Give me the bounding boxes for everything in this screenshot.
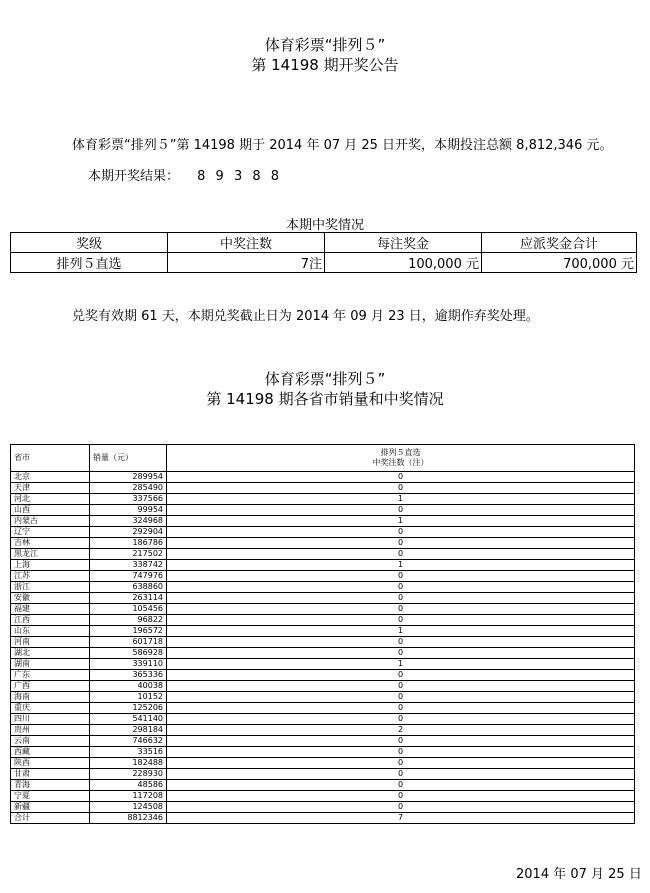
table-row xyxy=(11,571,635,582)
prize-header-per-bet: 每注奖金 xyxy=(325,233,482,253)
amount-cell: 638860 xyxy=(90,582,167,593)
amount-cell: 196572 xyxy=(90,626,167,637)
winners-cell: 0 xyxy=(167,582,635,593)
sales-table xyxy=(10,444,635,824)
amount-cell: 186786 xyxy=(90,538,167,549)
winners-cell: 0 xyxy=(167,802,635,813)
table-row xyxy=(11,692,635,703)
province-cell: 广西 xyxy=(11,681,90,692)
amount-cell: 601718 xyxy=(90,637,167,648)
prize-caption: 本期中奖情况 xyxy=(285,218,364,233)
amount-cell: 228930 xyxy=(90,769,167,780)
table-row xyxy=(11,538,635,549)
sales-header-winners-line1: 排列５直选 xyxy=(380,448,421,457)
draw-result xyxy=(88,165,282,184)
table-row xyxy=(11,615,635,626)
winners-cell: 0 xyxy=(167,681,635,692)
amount-cell: 117208 xyxy=(90,791,167,802)
table-row xyxy=(11,527,635,538)
amount-cell: 217502 xyxy=(90,549,167,560)
prize-row xyxy=(11,253,637,273)
amount-cell: 10152 xyxy=(90,692,167,703)
province-cell: 海南 xyxy=(11,692,90,703)
prize-per-bet: 100,000 元 xyxy=(325,253,482,273)
footer-date: 2014 年 07 月 25 日 xyxy=(516,867,642,882)
draw-result-numbers: 8 9 3 8 8 xyxy=(197,169,283,184)
table-row xyxy=(11,802,635,813)
draw-result-label: 本期开奖结果： xyxy=(88,169,180,184)
table-row xyxy=(11,747,635,758)
winners-cell: 0 xyxy=(167,549,635,560)
province-cell: 北京 xyxy=(11,472,90,483)
province-cell: 贵州 xyxy=(11,725,90,736)
sales-header-amount: 销量（元） xyxy=(90,445,167,472)
table-row xyxy=(11,505,635,516)
province-cell: 合计 xyxy=(11,813,90,824)
table-row xyxy=(11,560,635,571)
amount-cell: 586928 xyxy=(90,648,167,659)
table-row xyxy=(11,813,635,824)
table-row xyxy=(11,681,635,692)
province-cell: 河南 xyxy=(11,637,90,648)
amount-cell: 365336 xyxy=(90,670,167,681)
province-cell: 四川 xyxy=(11,714,90,725)
winners-cell: 0 xyxy=(167,527,635,538)
table-row xyxy=(11,769,635,780)
table-row xyxy=(11,670,635,681)
sales-header-winners-line2: 中奖注数（注） xyxy=(372,458,429,467)
table-row xyxy=(11,703,635,714)
amount-cell: 40038 xyxy=(90,681,167,692)
table-row xyxy=(11,758,635,769)
province-cell: 浙江 xyxy=(11,582,90,593)
province-cell: 江苏 xyxy=(11,571,90,582)
amount-cell: 746632 xyxy=(90,736,167,747)
table-row xyxy=(11,714,635,725)
province-cell: 河北 xyxy=(11,494,90,505)
prize-header-count: 中奖注数 xyxy=(168,233,325,253)
province-cell: 西藏 xyxy=(11,747,90,758)
validity-text: 兑奖有效期 61 天，本期兑奖截止日为 2014 年 09 月 23 日，逾期作弃奖处理。 xyxy=(72,309,539,324)
winners-cell: 0 xyxy=(167,736,635,747)
notice-title-line2: 第 14198 期开奖公告 xyxy=(251,56,399,74)
winners-cell: 1 xyxy=(167,626,635,637)
province-cell: 青海 xyxy=(11,780,90,791)
amount-cell: 182488 xyxy=(90,758,167,769)
province-cell: 云南 xyxy=(11,736,90,747)
table-row xyxy=(11,483,635,494)
province-cell: 福建 xyxy=(11,604,90,615)
table-row xyxy=(11,494,635,505)
amount-cell: 337566 xyxy=(90,494,167,505)
province-cell: 山东 xyxy=(11,626,90,637)
province-cell: 新疆 xyxy=(11,802,90,813)
sales-header-winners xyxy=(167,445,635,472)
amount-cell: 99954 xyxy=(90,505,167,516)
winners-cell: 0 xyxy=(167,758,635,769)
prize-level: 排列５直选 xyxy=(11,253,168,273)
winners-cell: 0 xyxy=(167,472,635,483)
table-row xyxy=(11,472,635,483)
table-row xyxy=(11,516,635,527)
province-cell: 吉林 xyxy=(11,538,90,549)
table-row xyxy=(11,736,635,747)
winners-cell: 1 xyxy=(167,560,635,571)
winners-cell: 0 xyxy=(167,747,635,758)
amount-cell: 33516 xyxy=(90,747,167,758)
winners-cell: 1 xyxy=(167,516,635,527)
province-cell: 陕西 xyxy=(11,758,90,769)
sales-title-line2: 第 14198 期各省市销量和中奖情况 xyxy=(206,390,444,408)
amount-cell: 289954 xyxy=(90,472,167,483)
winners-cell: 7 xyxy=(167,813,635,824)
winners-cell: 0 xyxy=(167,791,635,802)
table-row xyxy=(11,593,635,604)
amount-cell: 96822 xyxy=(90,615,167,626)
prize-total: 700,000 元 xyxy=(482,253,637,273)
province-cell: 上海 xyxy=(11,560,90,571)
winners-cell: 2 xyxy=(167,725,635,736)
province-cell: 宁夏 xyxy=(11,791,90,802)
table-row xyxy=(11,659,635,670)
winners-cell: 0 xyxy=(167,637,635,648)
province-cell: 重庆 xyxy=(11,703,90,714)
sales-header-province: 省市 xyxy=(11,445,90,472)
winners-cell: 0 xyxy=(167,692,635,703)
province-cell: 江西 xyxy=(11,615,90,626)
winners-cell: 0 xyxy=(167,714,635,725)
winners-cell: 0 xyxy=(167,593,635,604)
amount-cell: 298184 xyxy=(90,725,167,736)
amount-cell: 747976 xyxy=(90,571,167,582)
amount-cell: 124508 xyxy=(90,802,167,813)
amount-cell: 338742 xyxy=(90,560,167,571)
winners-cell: 0 xyxy=(167,703,635,714)
prize-header-total: 应派奖金合计 xyxy=(482,233,637,253)
table-row xyxy=(11,637,635,648)
amount-cell: 8812346 xyxy=(90,813,167,824)
province-cell: 湖北 xyxy=(11,648,90,659)
table-row xyxy=(11,780,635,791)
province-cell: 内蒙古 xyxy=(11,516,90,527)
table-row xyxy=(11,604,635,615)
prize-table xyxy=(10,232,637,273)
amount-cell: 263114 xyxy=(90,593,167,604)
winners-cell: 0 xyxy=(167,615,635,626)
winners-cell: 1 xyxy=(167,659,635,670)
amount-cell: 105456 xyxy=(90,604,167,615)
table-row xyxy=(11,725,635,736)
province-cell: 天津 xyxy=(11,483,90,494)
winners-cell: 0 xyxy=(167,604,635,615)
province-cell: 辽宁 xyxy=(11,527,90,538)
notice-title-line1: 体育彩票“排列５” xyxy=(264,36,386,54)
winners-cell: 0 xyxy=(167,780,635,791)
table-row xyxy=(11,582,635,593)
amount-cell: 541140 xyxy=(90,714,167,725)
winners-cell: 0 xyxy=(167,505,635,516)
table-row xyxy=(11,626,635,637)
province-cell: 山西 xyxy=(11,505,90,516)
amount-cell: 339110 xyxy=(90,659,167,670)
province-cell: 黑龙江 xyxy=(11,549,90,560)
table-row xyxy=(11,648,635,659)
province-cell: 甘肃 xyxy=(11,769,90,780)
province-cell: 广东 xyxy=(11,670,90,681)
province-cell: 安徽 xyxy=(11,593,90,604)
winners-cell: 0 xyxy=(167,483,635,494)
province-cell: 湖南 xyxy=(11,659,90,670)
prize-header-level: 奖级 xyxy=(11,233,168,253)
winners-cell: 0 xyxy=(167,571,635,582)
sales-title-line1: 体育彩票“排列５” xyxy=(264,370,386,388)
sales-summary-text: 体育彩票“排列５”第 14198 期于 2014 年 07 月 25 日开奖，本期投注总额 8,812,346 元。 xyxy=(72,138,613,153)
winners-cell: 0 xyxy=(167,769,635,780)
amount-cell: 324968 xyxy=(90,516,167,527)
table-row xyxy=(11,791,635,802)
winners-cell: 0 xyxy=(167,648,635,659)
prize-count: 7注 xyxy=(168,253,325,273)
winners-cell: 0 xyxy=(167,538,635,549)
winners-cell: 1 xyxy=(167,494,635,505)
amount-cell: 292904 xyxy=(90,527,167,538)
amount-cell: 125206 xyxy=(90,703,167,714)
amount-cell: 285490 xyxy=(90,483,167,494)
winners-cell: 0 xyxy=(167,670,635,681)
amount-cell: 48586 xyxy=(90,780,167,791)
table-row xyxy=(11,549,635,560)
